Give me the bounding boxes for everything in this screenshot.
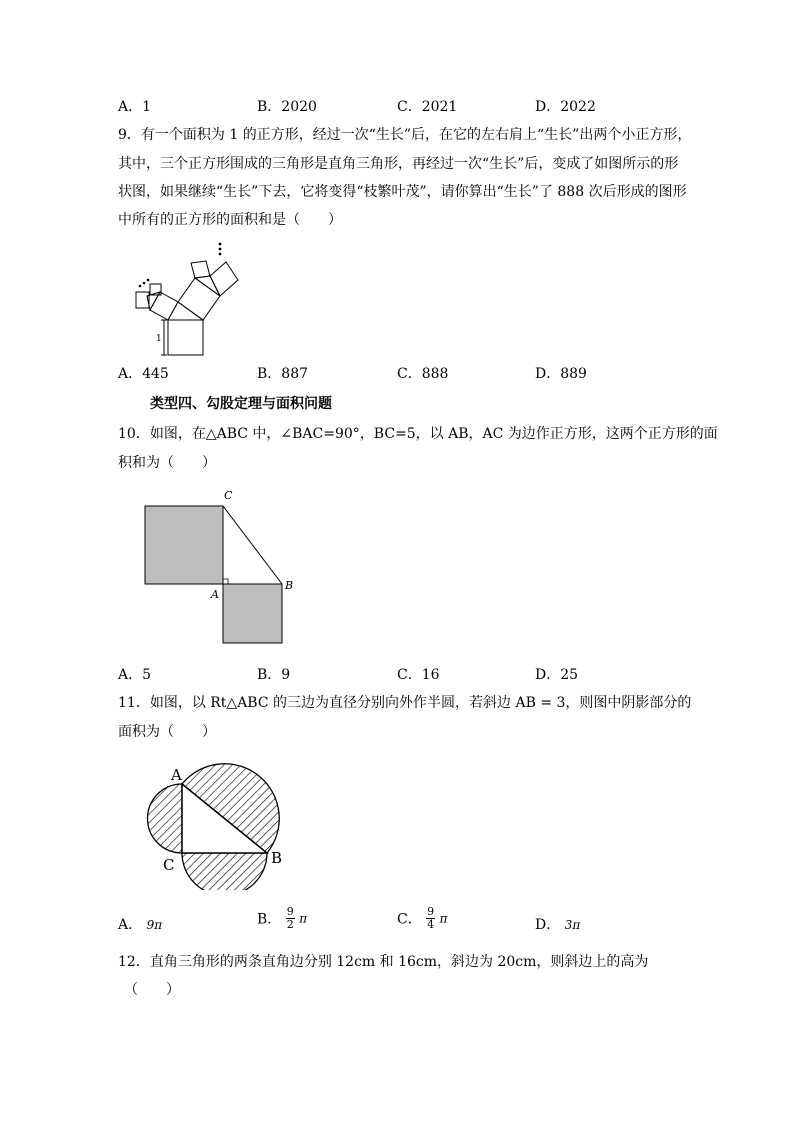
q9-option-a: A．445: [118, 366, 169, 382]
q10-line-1: 10．如图，在△ABC 中，∠BAC=90°，BC=5，以 AB，AC 为边作正方形，这两个正方形的面: [118, 426, 718, 442]
q11-options: [118, 906, 678, 940]
q11-semicircle-ac: [148, 784, 183, 853]
q9-line-4: 中所有的正方形的面积和是（ ）: [118, 212, 342, 228]
q10-right-angle-mark: [223, 579, 228, 584]
q9-base-square: [168, 320, 203, 355]
q10-option-d: D．25: [535, 667, 579, 683]
q9-option-c: C．888: [397, 366, 449, 382]
q9-left-small-square: [136, 292, 149, 308]
q11-option-c: [397, 906, 448, 931]
q10-option-a: A．5: [118, 667, 152, 683]
q11-option-a-prefix: A．: [118, 917, 143, 933]
q11-line-2: 面积为（ ）: [118, 724, 216, 740]
q9-right-triangle: [195, 276, 220, 296]
q11-semicircle-cb: [182, 853, 267, 890]
q11-semicircles-figure: [135, 760, 305, 890]
q10-line-2: 积和为（ ）: [118, 455, 216, 471]
section-heading: 类型四、勾股定理与面积问题: [150, 396, 332, 412]
q11-option-d-prefix: D．: [535, 917, 561, 933]
q10-option-c: C．16: [397, 667, 440, 683]
q11-option-b-pi: π: [299, 911, 308, 926]
q10-hypotenuse-bc: [223, 506, 282, 584]
q9-option-d: D．889: [535, 366, 587, 382]
q10-squares-figure: [140, 485, 300, 645]
q10-label-c: C: [224, 489, 233, 502]
q11-option-a: [118, 914, 162, 934]
q8-option-d: D．2022: [535, 99, 596, 115]
q9-pythagoras-tree-figure: [128, 238, 248, 358]
q9-left-square: [150, 292, 178, 320]
q11-label-c: C: [163, 856, 175, 874]
q11-option-c-prefix: C．: [397, 911, 422, 928]
q9-options: [118, 363, 678, 383]
q11-option-b-prefix: B．: [257, 911, 282, 928]
q10-label-b: B: [285, 579, 294, 592]
q9-right-small-square: [191, 261, 210, 278]
q11-label-a: A: [171, 766, 182, 784]
q12-line-1: 12．直角三角形的两条直角边分别 12cm 和 16cm，斜边为 20cm，则斜边上的高为: [118, 954, 649, 970]
q11-option-b-numerator: 9: [286, 905, 294, 918]
q11-option-b-denominator: 2: [286, 918, 294, 931]
q11-option-b: [257, 906, 307, 931]
q11-option-c-numerator: 9: [427, 905, 435, 918]
q10-options: [118, 664, 678, 684]
q8-option-a: A．1: [118, 99, 152, 115]
q8-options: [118, 96, 678, 116]
q12-line-2: （ ）: [124, 982, 180, 998]
q10-label-a: A: [211, 588, 219, 601]
q9-side-label: 1: [156, 334, 162, 344]
q10-square-ac: [145, 506, 223, 584]
q11-option-a-value: 9π: [146, 918, 163, 932]
q10-option-b: B．9: [257, 667, 291, 683]
q11-line-1: 11．如图，以 Rt△ABC 的三边为直径分别向外作半圆，若斜边 AB = 3，则图中阴影部分的: [118, 695, 692, 711]
q11-option-d-value: 3π: [564, 918, 581, 932]
q9-option-b: B．887: [257, 366, 309, 382]
q11-label-b: B: [271, 849, 283, 867]
q9-line-3: 状图，如果继续“生长”下去，它将变得“枝繁叶茂”，请你算出“生长”了 888 次后形成的图形: [118, 184, 687, 200]
q9-line-1: 9．有一个面积为 1 的正方形，经过一次“生长”后，在它的左右肩上“生长”出两个小正方形，: [118, 127, 692, 143]
q9-line-2: 其中，三个正方形围成的三角形是直角三角形，再经过一次“生长”后，变成了如图所示的形: [118, 156, 679, 172]
q9-right-small-square-2: [210, 262, 238, 296]
q11-option-c-fraction: [426, 906, 435, 931]
q10-square-ab: [223, 584, 282, 643]
q8-option-b: B．2020: [257, 99, 317, 115]
q11-option-b-fraction: [286, 906, 295, 931]
q11-option-c-denominator: 4: [427, 918, 435, 931]
q11-option-d: [535, 914, 580, 934]
q11-option-c-pi: π: [439, 911, 448, 926]
q8-option-c: C．2021: [397, 99, 458, 115]
